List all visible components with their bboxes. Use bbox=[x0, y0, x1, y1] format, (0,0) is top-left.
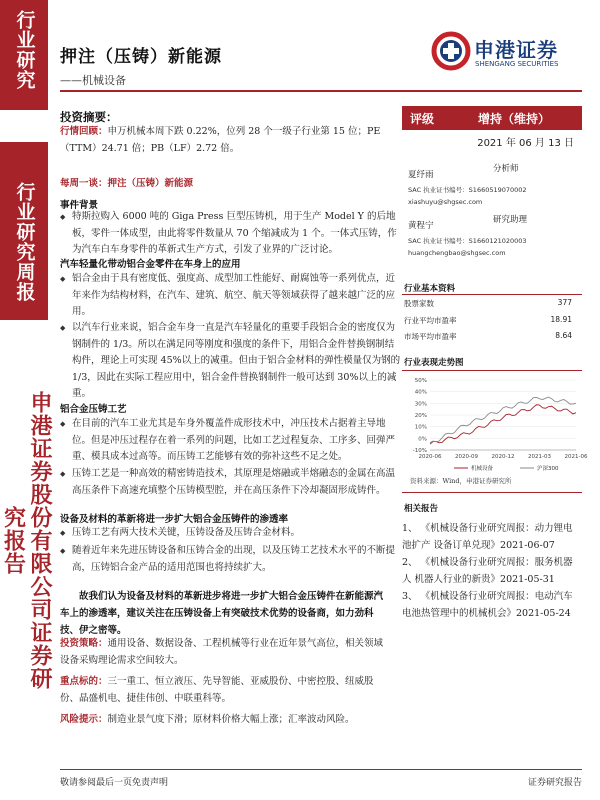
process-bullet-1: ◆ 在目前的汽车工业尤其是车身外覆盖件成形技术中，冲压技术占据着主导地位。但是冲压过程存在着一系列的问题，比如工艺过程复杂、工序多、回弹严重、模具成本过高等。而压铸工艺能够有效的弥补这些不足之处。 bbox=[60, 416, 402, 466]
page-title: 押注（压铸）新能源 bbox=[60, 47, 222, 67]
rating-bar: 评级 增持（维持） bbox=[402, 106, 582, 130]
lightweight-bullet-1: ◆ 铝合金由于具有密度低、强度高、成型加工性能好、耐腐蚀等一系列优点，近年来作为结构材料，在汽车、建筑、航空、航天等领域获得了越来越广泛的应用。 bbox=[60, 271, 402, 321]
focus-stocks: 重点标的：三一重工、恒立液压、先导智能、亚威股份、中密控股、纽威股份、晶盛机电、捷佳伟创、中联重科等。 bbox=[60, 676, 374, 704]
market-review: 行情回顾：申万机械本周下跌 0.22%，位列 28 个一级子行业第 15 位；PE（TTM）24.71 倍；PB（LF）2.72 倍。 bbox=[60, 126, 381, 154]
performance-chart bbox=[402, 376, 588, 476]
summary-heading: 投资摘要： bbox=[60, 110, 118, 124]
material-bullet-2: ◆ 随着近年来先进压铸设备和压铸合金的出现，以及压铸工艺技术水平的不断提高，压铸铝合金产品的适用范围也将持续扩大。 bbox=[60, 543, 402, 576]
chart-rule bbox=[402, 370, 582, 371]
sidebar-company-label: 申港证券股份有限公司证券研究报告 bbox=[0, 380, 48, 700]
header-divider bbox=[60, 90, 582, 92]
chart-heading: 行业表现走势图 bbox=[404, 358, 464, 368]
analyst-2: 黄程宁 研究助理 SAC 执业证书编号：S1660121020003 huangchengbao@shgsec.com bbox=[408, 215, 528, 257]
page-subtitle: ——机械设备 bbox=[60, 74, 126, 87]
process-bullet-2: ◆ 压铸工艺是一种高效的精密铸造技术，其原理是熔融或半熔融态的金属在高温高压条件下高速充填整个压铸模型腔，并在高压条件下冷却凝固形成铸件。 bbox=[60, 466, 402, 499]
x-tick-label: 2020-09 bbox=[455, 454, 478, 460]
investment-strategy: 投资策略：通用设备、数据设备、工程机械等行业在近年景气高位，相关领域设备采购理论需求空间较大。 bbox=[60, 638, 384, 666]
x-tick-label: 2021-03 bbox=[528, 454, 551, 460]
series-line-2 bbox=[430, 397, 576, 442]
weekly-talk: 每周一谈：押注（压铸）新能源 bbox=[60, 178, 194, 189]
related-report-1[interactable]: 1、 《机械设备行业研究周报：动力锂电池扩产 设备订单兑现》2021-06-07 bbox=[402, 523, 573, 551]
footer-divider bbox=[60, 769, 582, 770]
basic-info-rule bbox=[402, 294, 582, 295]
material-heading: 设备及材料的革新将进一步扩大铝合金压铸件的渗透率 bbox=[60, 514, 289, 525]
conclusion: 故我们认为设备及材料的革新进步将进一步扩大铝合金压铸件在新能源汽车上的渗透率，建议关注在压铸设备上有突破技术优势的设备商，如力劲科技、伊之密等。 bbox=[60, 591, 384, 636]
logo-english: SHENGANG SECURITIES bbox=[475, 60, 559, 68]
y-tick-label: -10% bbox=[412, 448, 427, 454]
chart-source: 资料来源：Wind，申港证券研究所 bbox=[410, 477, 512, 485]
related-report-2[interactable]: 2、 《机械设备行业研究周报：服务机器人 机器人行业的新贵》2021-05-31 bbox=[402, 557, 573, 585]
related-report-3[interactable]: 3、 《机械设备行业研究周报：电动汽车电池热管理中的机械机会》2021-05-24 bbox=[402, 591, 573, 619]
sidebar-industry-research: 行业研究 bbox=[0, 0, 48, 110]
event-bullet: ◆ 特斯拉购入 6000 吨的 Giga Press 巨型压铸机，用于生产 Model Y 的后地板，零件一体成型，由此将零件数量从 70 个缩减成为 1 个。一体式压铸，作为汽车白车身零件的革新式生产方式，引发了业界的广泛讨论。 bbox=[60, 209, 402, 259]
sidebar-weekly-report: 行业研究周报 bbox=[0, 142, 48, 320]
legend-label: 机械设备 bbox=[471, 466, 494, 472]
rating-value: 增持（维持） bbox=[478, 112, 551, 126]
sidebar bbox=[0, 0, 53, 800]
company-logo bbox=[430, 32, 580, 72]
legend-label: 沪深300 bbox=[537, 466, 559, 472]
y-tick-label: 30% bbox=[414, 401, 427, 408]
y-tick-label: 40% bbox=[414, 389, 427, 396]
logo-name: 申港证券 bbox=[474, 38, 558, 62]
lightweight-heading: 汽车轻量化带动铝合金零件在车身上的应用 bbox=[60, 259, 241, 270]
report-date: 2021 年 06 月 13 日 bbox=[477, 138, 574, 149]
y-tick-label: 50% bbox=[414, 378, 427, 384]
source-rule bbox=[402, 492, 582, 493]
analyst-1: 夏纾雨 分析师 SAC 执业证书编号：S1660519070002 xiashuyu@shgsec.com bbox=[408, 164, 527, 206]
x-tick-label: 2020-06 bbox=[418, 454, 442, 460]
material-bullet-1: ◆ 压铸工艺有两大技术关键，压铸设备及压铸合金材料。 bbox=[60, 525, 402, 542]
basic-info-heading: 行业基本资料 bbox=[404, 284, 456, 294]
y-tick-label: 10% bbox=[414, 424, 427, 431]
y-tick-label: 20% bbox=[414, 413, 427, 419]
logo-mark-icon bbox=[432, 32, 470, 70]
x-tick-label: 2020-12 bbox=[491, 454, 515, 460]
footer-label: 证券研究报告 bbox=[527, 778, 582, 788]
lightweight-bullet-2: ◆ 以汽车行业来说，铝合金车身一直是汽车轻量化的重要手段铝合金的密度仅为钢制件的 1/3。所以在满足同等刚度和强度的条件下，用铝合金件替换钢制结构件，理论上可实现 45%以上的减重。但由于铝合金材料的弹性模量仅为钢的 1/3，因此在实际工程应用中，铝合金件替换钢制件一般可达到 30%以上的减重。 bbox=[60, 320, 402, 403]
process-heading: 铝合金压铸工艺 bbox=[60, 404, 127, 415]
x-tick-label: 2021-06 bbox=[564, 454, 588, 460]
related-heading: 相关报告 bbox=[404, 504, 439, 514]
disclaimer-note: 敬请参阅最后一页免责声明 bbox=[60, 778, 169, 788]
risk-warning: 风险提示：制造业景气度下滑；原材料价格大幅上涨；汇率波动风险。 bbox=[60, 714, 355, 725]
event-heading: 事件背景 bbox=[60, 200, 99, 211]
y-tick-label: 0% bbox=[418, 436, 427, 443]
